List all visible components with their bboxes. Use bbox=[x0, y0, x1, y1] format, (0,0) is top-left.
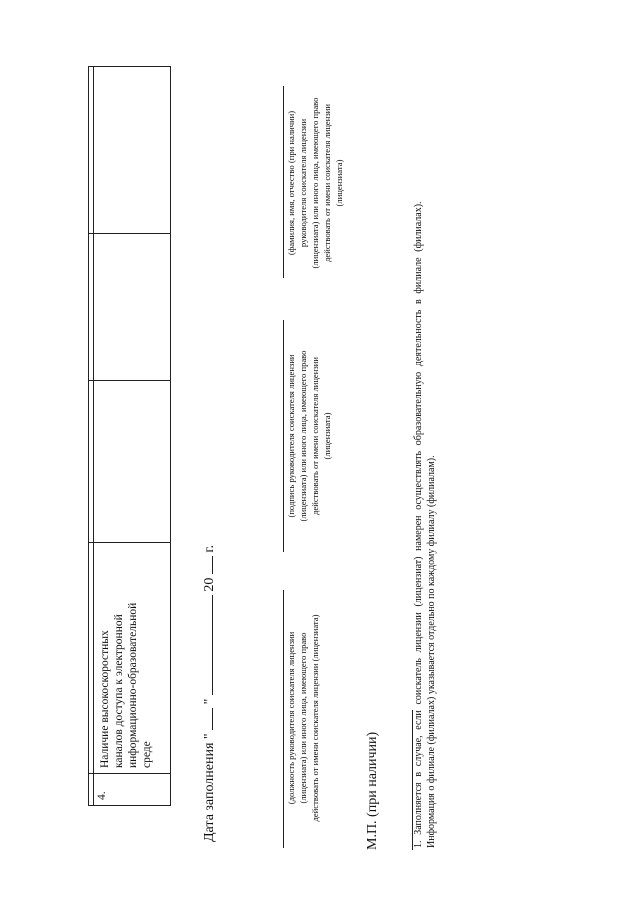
stamp-label: М.П. (при наличии) bbox=[365, 731, 380, 850]
table-col-sep-4 bbox=[88, 773, 171, 774]
signature-caption-signature: (подпись руководителя соискателя лицензии (лицензиата) или иного лица, имеющего право действовать от имени соискателя лицензии (лицензиата) bbox=[286, 350, 332, 522]
table-border-inner bbox=[93, 66, 94, 806]
date-year-suffix: г. bbox=[202, 545, 217, 553]
signature-caption-position: (должность руководителя соискателя лицензии (лицензиата) или иного лица, имеющего право действовать от имени соискателя лицензии (лицензиата) bbox=[286, 614, 320, 822]
signature-line-signature[interactable] bbox=[283, 320, 284, 552]
date-year-field[interactable] bbox=[212, 556, 213, 574]
table-col-sep-1 bbox=[88, 233, 171, 234]
signature-line-position[interactable] bbox=[283, 590, 284, 848]
footnote-line-2: Информация о филиале (филиалах) указывается отдельно по каждому филиалу (филиалам). bbox=[426, 455, 437, 848]
footnote-line-1: 1. Заполняется в случае, если соискатель лицензии (лицензиат) намерен осуществлять образовательную деятельность в филиале (филиалах). bbox=[413, 201, 424, 848]
date-year-prefix: 20 bbox=[202, 577, 217, 592]
signature-caption-name: (фамилия, имя, отчество (при наличии) руководителя соискателя лицензии (лицензиата) или иного лица, имеющего право действовать от имени соискателя лицензии (лицензиата) bbox=[286, 97, 344, 269]
table-border-right bbox=[170, 66, 171, 806]
row-number: 4. bbox=[96, 791, 108, 800]
date-day-field[interactable] bbox=[212, 708, 213, 730]
date-quote: " bbox=[202, 698, 217, 705]
table-col-sep-3 bbox=[88, 542, 171, 543]
date-label: Дата заполнения " bbox=[202, 733, 217, 842]
table-border-bottom bbox=[88, 805, 171, 806]
signature-line-name[interactable] bbox=[283, 86, 284, 278]
row-label: Наличие высокоскоростных каналов доступа к электронной информационно-образовательной среде bbox=[99, 602, 153, 768]
table-col-sep-2 bbox=[88, 380, 171, 381]
date-line bbox=[202, 545, 218, 842]
table-border-top bbox=[88, 66, 171, 67]
table-border-left bbox=[88, 66, 89, 806]
date-month-field[interactable] bbox=[212, 595, 213, 695]
footnote bbox=[412, 201, 438, 848]
